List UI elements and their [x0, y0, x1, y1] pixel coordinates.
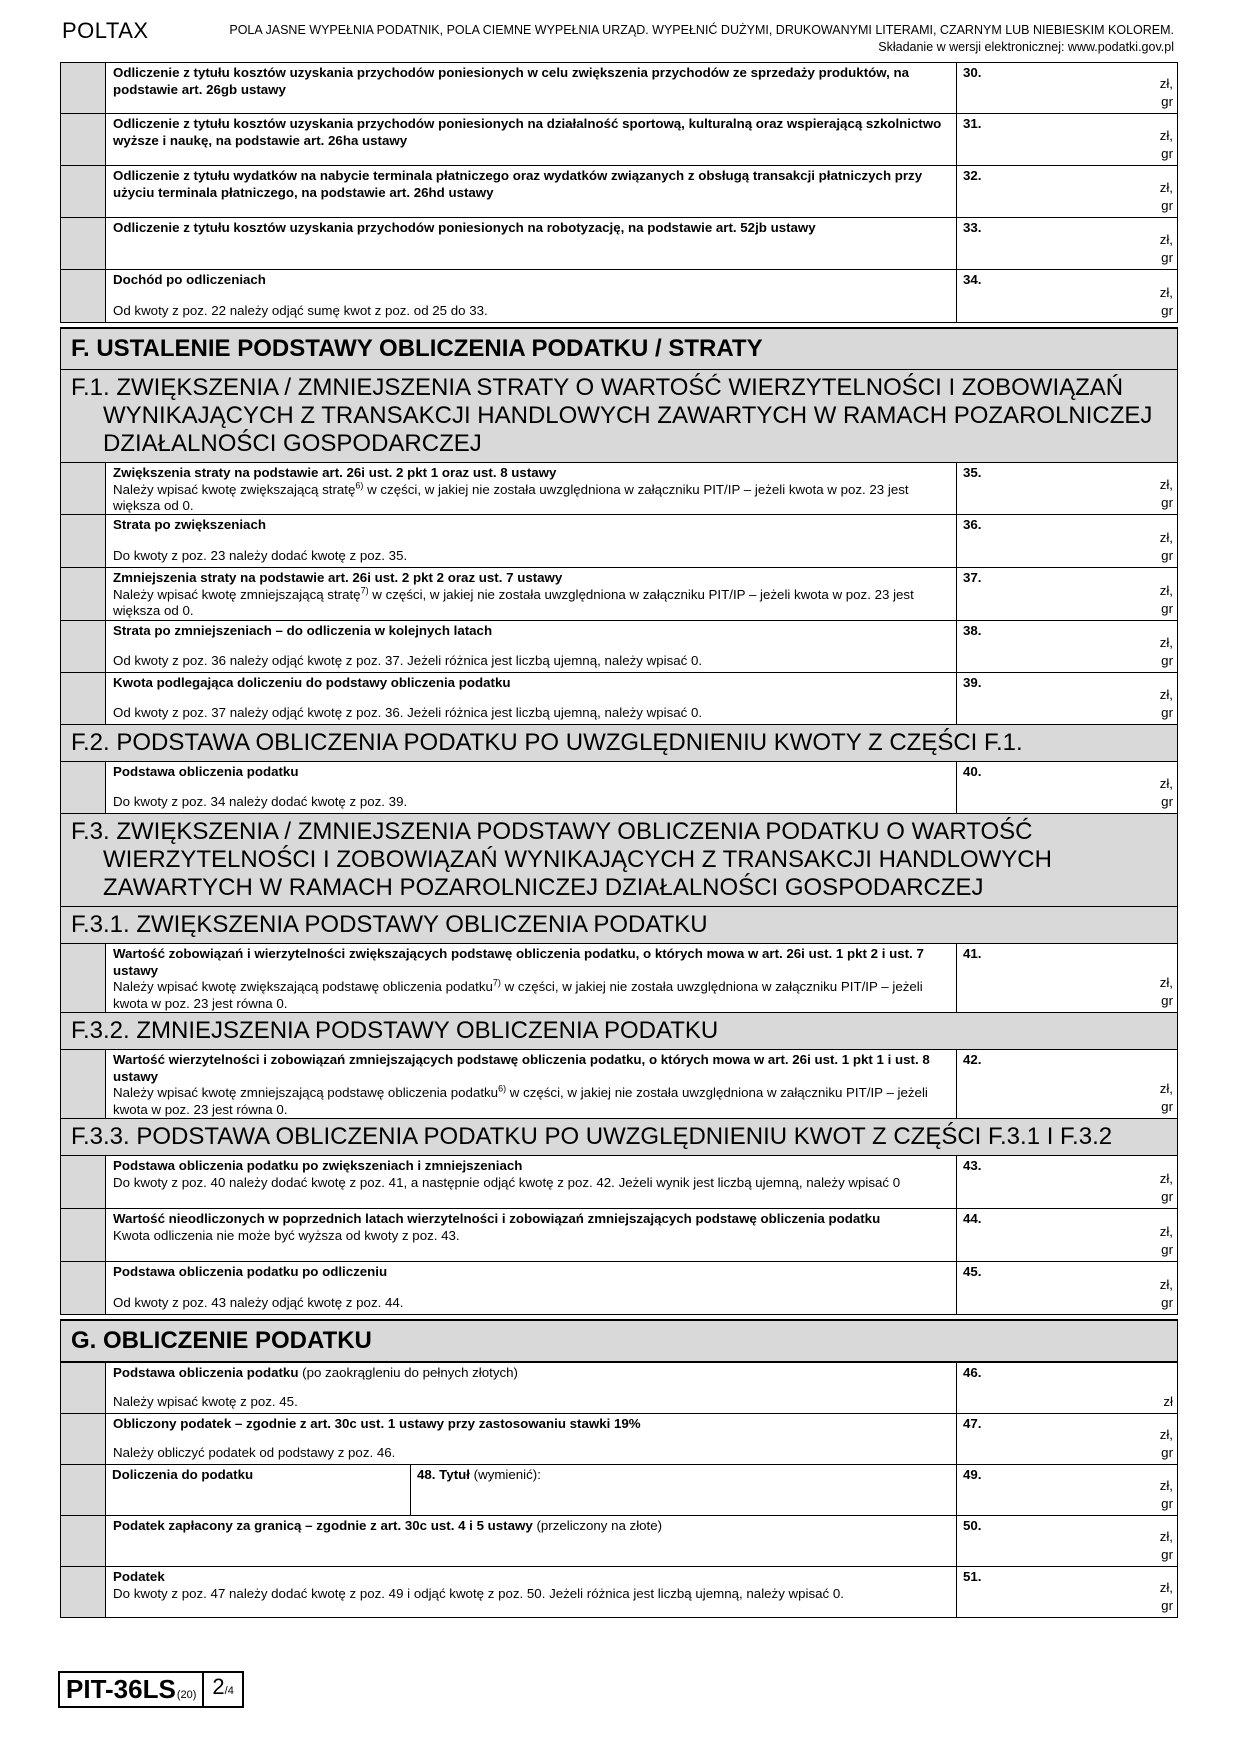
row-label: Odliczenie z tytułu wydatków na nabycie terminala płatniczego oraz wydatków związanych z obsługą transakcji płatniczych przy użyciu terminala płatniczego, na podstawie art. 26hd ustawy: [113, 168, 923, 200]
form-row-30: [60, 63, 1178, 114]
form-row-50: Podatek zapłacony za granicą – zgodnie z art. 30c ust. 4 i 5 ustawy (przeliczony na złote) 50. zł, gr: [60, 1516, 1178, 1567]
row-label: Odliczenie z tytułu kosztów uzyskania przychodów poniesionych na robotyzację, na podstawie art. 52jb ustawy: [113, 220, 816, 235]
amount-field-47[interactable]: 47. zł, gr: [956, 1414, 1178, 1464]
form-row-38: Strata po zmniejszeniach – do odliczenia w kolejnych latach Od kwoty z poz. 36 należy odjąć kwotę z poz. 37. Jeżeli różnica jest liczbą ujemną, należy wpisać 0. 38. zł, gr: [60, 621, 1178, 673]
section-f1-title: F.1. ZWIĘKSZENIA / ZMNIEJSZENIA STRATY O WARTOŚĆ WIERZYTELNOŚCI I ZOBOWIĄZAŃ WYNIKAJĄCYCH Z TRANSAKCJI HANDLOWYCH ZAWARTYCH W RAMACH POZAROLNICZEJ DZIAŁALNOŚCI GOSPODARCZEJ: [60, 370, 1178, 463]
form-row-46: Podstawa obliczenia podatku (po zaokrągleniu do pełnych złotych) Należy wpisać kwotę z poz. 45. 46. zł: [60, 1362, 1178, 1414]
section-f-title: F. USTALENIE PODSTAWY OBLICZENIA PODATKU / STRATY: [60, 327, 1178, 370]
amount-field-39[interactable]: 39. zł, gr: [956, 673, 1178, 724]
form-row-36: Strata po zwiększeniach Do kwoty z poz. 23 należy dodać kwotę z poz. 35. 36. zł, gr: [60, 515, 1178, 568]
tax-form: [60, 62, 1178, 1618]
row-label: Odliczenie z tytułu kosztów uzyskania przychodów poniesionych na działalność sportową, kulturalną oraz wspierającą szkolnictwo wyższe i naukę, na podstawie art. 26ha ustawy: [113, 116, 942, 148]
form-row-37: Zmniejszenia straty na podstawie art. 26i ust. 2 pkt 2 oraz ust. 7 ustawy Należy wpisać kwotę zmniejszającą stratę$^{7)}$ w części, w jakiej nie została uwzględniona w załączniku PIT/IP – jeżeli kwota w poz. 23 jest większa od 0. 37. zł, gr: [60, 568, 1178, 621]
section-g-title: G. OBLICZENIE PODATKU: [60, 1319, 1178, 1362]
amount-field-49[interactable]: 49. zł, gr: [956, 1465, 1178, 1515]
form-row-39: Kwota podlegająca doliczeniu do podstawy obliczenia podatku Od kwoty z poz. 37 należy odjąć kwotę z poz. 36. Jeżeli różnica jest liczbą ujemną, należy wpisać 0. 39. zł, gr: [60, 673, 1178, 725]
form-code: PIT-36LS (20): [58, 1671, 204, 1708]
amount-field-40[interactable]: 40. zł, gr: [956, 762, 1178, 813]
form-notice: [229, 22, 1174, 56]
amount-field-43[interactable]: 43. zł, gr: [956, 1156, 1178, 1208]
form-row-34: [60, 270, 1178, 323]
amount-field-33[interactable]: 33. zł, gr: [956, 218, 1178, 269]
notice-line-1: POLA JASNE WYPEŁNIA PODATNIK, POLA CIEMNE WYPEŁNIA URZĄD. WYPEŁNIĆ DUŻYMI, DRUKOWANYMI LITERAMI, CZARNYM LUB NIEBIESKIM KOLOREM.: [229, 23, 1174, 37]
page-number: 2/4: [204, 1671, 243, 1708]
amount-field-34[interactable]: 34. zł, gr: [956, 270, 1178, 322]
form-row-32: [60, 166, 1178, 218]
form-row-43: Podstawa obliczenia podatku po zwiększeniach i zmniejszeniach Do kwoty z poz. 40 należy dodać kwotę z poz. 41, a następnie odjąć kwotę z poz. 42. Jeżeli wynik jest liczbą ujemną, należy wpisać 0 43. zł, gr: [60, 1156, 1178, 1209]
section-f32-title: F.3.2. ZMNIEJSZENIA PODSTAWY OBLICZENIA PODATKU: [60, 1013, 1178, 1050]
notice-line-2: Składanie w wersji elektronicznej: www.podatki.gov.pl: [878, 40, 1174, 54]
amount-field-46[interactable]: 46. zł: [956, 1363, 1178, 1413]
form-row-44: Wartość nieodliczonych w poprzednich latach wierzytelności i zobowiązań zmniejszających podstawę obliczenia podatku Kwota odliczenia nie może być wyższa od kwoty z poz. 43. 44. zł, gr: [60, 1209, 1178, 1262]
form-row-47: Obliczony podatek – zgodnie z art. 30c ust. 1 ustawy przy zastosowaniu stawki 19% Należy obliczyć podatek od podstawy z poz. 46. 47. zł, gr: [60, 1414, 1178, 1465]
amount-field-36[interactable]: 36. zł, gr: [956, 515, 1178, 567]
form-row-41: Wartość zobowiązań i wierzytelności zwiększających podstawę obliczenia podatku, o których mowa w art. 26i ust. 1 pkt 2 i ust. 7 ustawy Należy wpisać kwotę zwiększającą podstawę obliczenia podatku$^{7)}$ w części, w jakiej nie została uwzględniona w załączniku PIT/IP – jeżeli kwota w poz. 23 jest równa 0. 41. zł, gr: [60, 944, 1178, 1013]
additions-label: Doliczenia do podatku: [106, 1465, 411, 1515]
amount-field-41[interactable]: 41. zł, gr: [956, 944, 1178, 1012]
section-f2-title: F.2. PODSTAWA OBLICZENIA PODATKU PO UWZGLĘDNIENIU KWOTY Z CZĘŚCI F.1.: [60, 725, 1178, 762]
form-row-42: Wartość wierzytelności i zobowiązań zmniejszających podstawę obliczenia podatku, o których mowa w art. 26i ust. 1 pkt 1 i ust. 8 ustawy Należy wpisać kwotę zmniejszającą podstawę obliczenia podatku$^{6)}$ w części, w jakiej nie została uwzględniona w załączniku PIT/IP – jeżeli kwota w poz. 23 jest równa 0. 42. zł, gr: [60, 1050, 1178, 1119]
amount-field-31[interactable]: 31. zł, gr: [956, 114, 1178, 165]
form-row-48-49: [60, 1465, 1178, 1516]
form-row-40: Podstawa obliczenia podatku Do kwoty z poz. 34 należy dodać kwotę z poz. 39. 40. zł, gr: [60, 762, 1178, 814]
row-label: Odliczenie z tytułu kosztów uzyskania przychodów poniesionych w celu zwiększenia przychodów ze sprzedaży produktów, na podstawie art. 26gb ustawy: [113, 65, 910, 97]
amount-field-30[interactable]: 30. zł, gr: [956, 63, 1178, 113]
section-f33-title: F.3.3. PODSTAWA OBLICZENIA PODATKU PO UWZGLĘDNIENIU KWOT Z CZĘŚCI F.3.1 I F.3.2: [60, 1119, 1178, 1156]
brand-name: POLTAX: [62, 18, 149, 43]
section-f3-title: F.3. ZWIĘKSZENIA / ZMNIEJSZENIA PODSTAWY OBLICZENIA PODATKU O WARTOŚĆ WIERZYTELNOŚCI I ZOBOWIĄZAŃ WYNIKAJĄCYCH Z TRANSAKCJI HANDLOWYCH ZAWARTYCH W RAMACH POZAROLNICZEJ DZIAŁALNOŚCI GOSPODARCZEJ: [60, 814, 1178, 907]
form-row-31: [60, 114, 1178, 166]
row-label: Dochód po odliczeniach: [113, 272, 266, 287]
amount-field-44[interactable]: 44. zł, gr: [956, 1209, 1178, 1261]
amount-field-45[interactable]: 45. zł, gr: [956, 1262, 1178, 1314]
form-row-35: Zwiększenia straty na podstawie art. 26i ust. 2 pkt 1 oraz ust. 8 ustawy Należy wpisać kwotę zwiększającą stratę$^{6)}$ w części, w jakiej nie została uwzględniona w załączniku PIT/IP – jeżeli kwota w poz. 23 jest większa od 0. 35. zł, gr: [60, 463, 1178, 515]
title-field-48[interactable]: 48. Tytuł (wymienić):: [417, 1467, 541, 1482]
form-row-33: [60, 218, 1178, 270]
amount-field-51[interactable]: 51. zł, gr: [956, 1567, 1178, 1617]
amount-field-50[interactable]: 50. zł, gr: [956, 1516, 1178, 1566]
section-f31-title: F.3.1. ZWIĘKSZENIA PODSTAWY OBLICZENIA PODATKU: [60, 907, 1178, 944]
amount-field-42[interactable]: 42. zł, gr: [956, 1050, 1178, 1118]
amount-field-32[interactable]: 32. zł, gr: [956, 166, 1178, 217]
row-hint: Od kwoty z poz. 22 należy odjąć sumę kwot z poz. od 25 do 33.: [113, 302, 488, 318]
form-row-51: Podatek Do kwoty z poz. 47 należy dodać kwotę z poz. 49 i odjąć kwotę z poz. 50. Jeżeli różnica jest liczbą ujemną, należy wpisać 0. 51. zł, gr: [60, 1567, 1178, 1618]
amount-field-38[interactable]: 38. zł, gr: [956, 621, 1178, 672]
form-row-45: Podstawa obliczenia podatku po odliczeniu Od kwoty z poz. 43 należy odjąć kwotę z poz. 44. 45. zł, gr: [60, 1262, 1178, 1315]
form-footer: [58, 1671, 244, 1708]
amount-field-35[interactable]: 35. zł, gr: [956, 463, 1178, 514]
amount-field-37[interactable]: 37. zł, gr: [956, 568, 1178, 620]
